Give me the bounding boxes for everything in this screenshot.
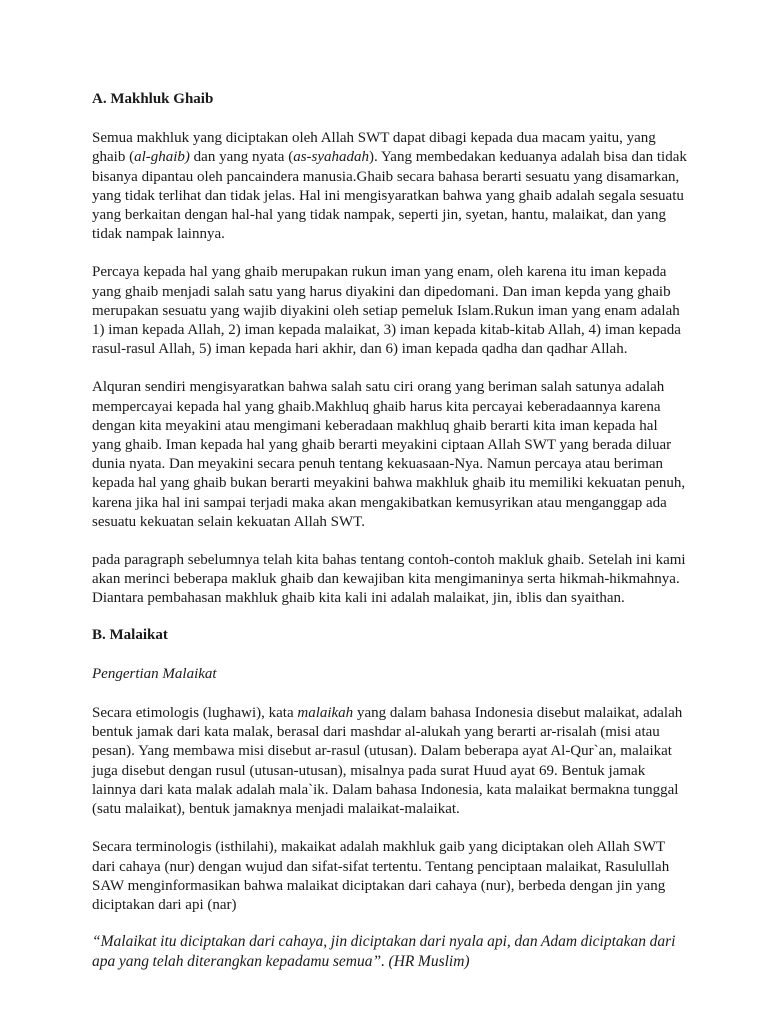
section-a-paragraph-2: Percaya kepada hal yang ghaib merupakan rukun iman yang enam, oleh karena itu iman kepada yang ghaib menjadi salah satu yang harus diyakini dan dipedomani. Dan iman kepda yang ghaib merupakan sesuatu yang wajib diyakini oleh setiap pemeluk Islam.Rukun iman yang enam adalah 1) iman kepada Allah, 2) iman kepada malaikat, 3) iman kepada kitab-kitab Allah, 4) iman kepada rasul-rasul Allah, 5) iman kepada hari akhir, dan 6) iman kepada qadha dan qadhar Allah. [92, 264, 681, 358]
text-run: Secara etimologis (lughawi), kata [92, 705, 298, 722]
text-run: Semua makhluk yang diciptakan oleh Allah SWT dapat dibagi kepada dua macam yaitu, yang ghaib ( [92, 130, 656, 166]
text-run: yang dalam bahasa Indonesia disebut malaikat, adalah bentuk jamak dari kata malak, berasal dari mashdar al-alukah yang berarti ar-risalah (misi atau pesan). Yang membawa misi disebut ar-rasul (utusan). Dalam beberapa ayat Al-Qur`an, malaikat juga disebut dengan rusul (utusan-utusan), misalnya pada surat Huud ayat 69. Bentuk jamak lainnya dari kata malak adalah mala`ik. Dalam bahasa Indonesia, kata malaikat bermakna tunggal (satu malaikat), bentuk jamaknya menjadi malaikat-malaikat. [92, 705, 683, 818]
section-b-paragraph-2: Secara terminologis (isthilahi), makaikat adalah makhluk gaib yang diciptakan oleh Allah SWT dari cahaya (nur) dengan wujud dan sifat-sifat tertentu. Tentang penciptaan malaikat, Rasulullah SAW menginformasikan bahwa malaikat diciptakan dari cahaya (nur), berbeda dengan jin yang diciptakan dari api (nar) [92, 839, 670, 913]
section-b-paragraph-1 [92, 704, 688, 819]
section-a-paragraph-4: pada paragraph sebelumnya telah kita bahas tentang contoh-contoh makluk ghaib. Setelah ini kami akan merinci beberapa makluk ghaib dan kewajiban kita mengimaninya serta hikmah-hikmahnya. Diantara pembahasan makhluk ghaib kita kali ini adalah malaikat, jin, iblis dan syaithan. [92, 552, 686, 607]
section-a-paragraph-3: Alquran sendiri mengisyaratkan bahwa salah satu ciri orang yang beriman salah satunya adalah mempercayai kepada hal yang ghaib.Makhluq ghaib harus kita percayai keberadaannya karena dengan kita meyakini atau mengimani keberadaan makhluq ghaib berarti kita iman kepada hal yang ghaib. Iman kepada hal yang ghaib berarti meyakini ciptaan Allah SWT yang berada diluar dunia nyata. Dan meyakini secara penuh tentang kekuasaan-Nya. Namun percaya atau beriman kepada hal yang ghaib bukan berarti meyakini bahwa makhluk ghaib itu memiliki kekuatan penuh, karena jika hal ini sampai terjadi maka akan mengakibatkan kemusyrikan atau menganggap ada sesuatu kekuatan selain kekuatan Allah SWT. [92, 379, 686, 530]
italic-term-malaikah: malaikah [297, 705, 354, 722]
section-b-heading: B. Malaikat [92, 626, 168, 643]
italic-term-al-ghaib: al-ghaib) [134, 149, 190, 166]
text-run: dan yang nyata ( [189, 149, 294, 166]
section-a-heading: A. Makhluk Ghaib [92, 91, 214, 107]
text-run: ). Yang membedakan keduanya adalah bisa dan tidak bisanya dipantau oleh pancaindera manusia.Ghaib secara bahasa berarti sesuatu yang disamarkan, yang tidak terlihat dan tidak jelas. Hal ini mengisyaratkan bahwa yang ghaib adalah segala sesuatu yang berkaitan dengan hal-hal yang tidak nampak, seperti jin, syetan, hantu, malaikat, dan yang tidak nampak lainnya. [92, 149, 687, 243]
section-a-paragraph-1 [92, 129, 688, 244]
section-b-subheading: Pengertian Malaikat [92, 665, 217, 682]
hadith-quote: “Malaikat itu diciptakan dari cahaya, jin diciptakan dari nyala api, dan Adam diciptakan dari apa yang telah diterangkan kepadamu semua”. (HR Muslim) [92, 933, 676, 971]
italic-term-as-syahadah: as-syahadah [293, 149, 370, 166]
